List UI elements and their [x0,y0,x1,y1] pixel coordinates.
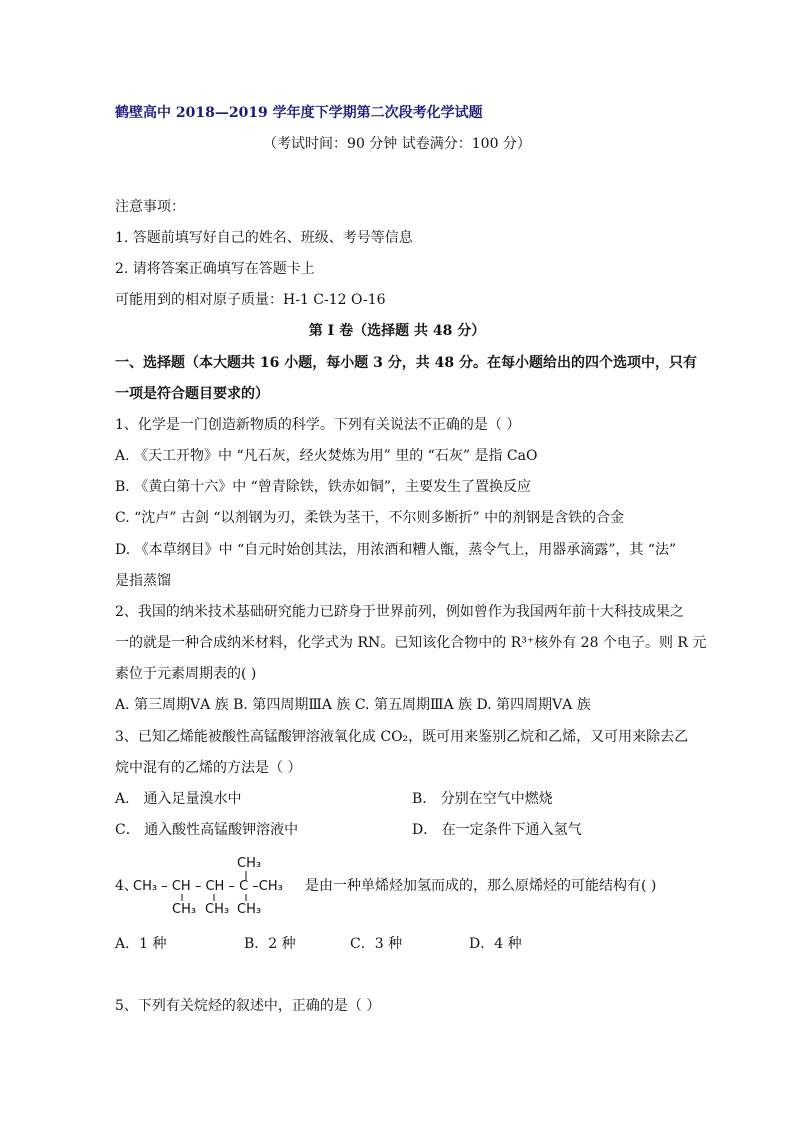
q2-options: A. 第三周期ⅤA 族 B. 第四周期ⅢA 族 C. 第五周期ⅢA 族 D. 第四周期ⅤA 族 [115,697,591,713]
q4-option-d: D．4 种 [469,936,522,952]
q2-line1: 2、我国的纳米技术基础研究能力已跻身于世界前列，例如曾作为我国两年前十大科技成果之 [115,604,684,620]
q4-option-a: A．1 种 [115,936,167,952]
notice-item-2: 2. 请将答案正确填写在答题卡上 [115,261,315,277]
formula-sub-ch3-1: CH₃ [172,902,197,914]
formula-top-ch3: CH₃ [237,856,262,871]
q4-number: 4、 [115,878,138,894]
section-title: 第 I 卷（选择题 共 48 分） [308,323,486,339]
q4-structural-formula [133,856,293,914]
formula-sub-ch3-3: CH₃ [237,902,262,914]
q1-option-b: B. 《黄白第十六》中 “曾青除铁，铁赤如铜”，主要发生了置换反应 [115,479,531,495]
q1-stem: 1、化学是一门创造新物质的科学。下列有关说法不正确的是（ ） [115,417,521,433]
atomic-mass-note: 可能用到的相对原子质量：H-1 C-12 O-16 [115,292,386,308]
notice-item-1: 1. 答题前填写好自己的姓名、班级、考号等信息 [115,230,413,246]
q4-stem: 是由一种单烯烃加氢而成的，那么原烯烃的可能结构有( ) [305,878,657,894]
q3-line1: 3、已知乙烯能被酸性高锰酸钾溶液氧化成 CO₂，既可用来鉴别乙烷和乙烯，又可用来除去乙 [115,729,689,745]
q1-option-d-line2: 是指蒸馏 [115,573,171,589]
q5-stem: 5、下列有关烷烃的叙述中，正确的是（ ） [115,998,381,1014]
formula-main-chain: CH₃ – CH – CH – C –CH₃ [133,879,283,894]
q3-option-b: B． 分别在空气中燃烧 [412,791,553,807]
q2-line2: 一的就是一种合成纳米材料，化学式为 RN。已知该化合物中的 R³⁺核外有 28 个电子。则 R 元 [115,635,707,651]
exam-subtitle: （考试时间：90 分钟 试卷满分：100 分） [263,136,531,152]
q3-line2: 烷中混有的乙烯的方法是（ ） [115,760,302,776]
q4-option-b: B．2 种 [244,936,296,952]
q3-option-c: C． 通入酸性高锰酸钾溶液中 [115,822,299,838]
notice-heading: 注意事项： [115,199,185,215]
q3-option-a: A． 通入足量溴水中 [115,791,242,807]
q2-line3: 素位于元素周期表的( ) [115,666,257,682]
formula-sub-ch3-2: CH₃ [205,902,230,914]
q1-option-c: C. “沈卢” 古剑 “以剂钢为刃，柔铁为茎干，不尔则多断折” 中的剂钢是含铁的合金 [115,510,625,526]
exam-title: 鹤壁高中 2018—2019 学年度下学期第二次段考化学试题 [115,105,483,121]
section-instruction-line1: 一、选择题（本大题共 16 小题，每小题 3 分，共 48 分。在每小题给出的四个选项中，只有 [115,355,697,371]
section-instruction-line2: 一项是符合题目要求的） [115,386,269,402]
q4-option-c: C．3 种 [350,936,403,952]
q1-option-a: A. 《天工开物》中 “凡石灰，经火焚炼为用” 里的 “石灰” 是指 CaO [115,448,538,464]
q1-option-d-line1: D. 《本草纲目》中 “自元时始创其法，用浓酒和糟人甑，蒸令气上，用器承滴露”，其 “法” [115,542,677,558]
q3-option-d: D． 在一定条件下通入氢气 [412,822,582,838]
